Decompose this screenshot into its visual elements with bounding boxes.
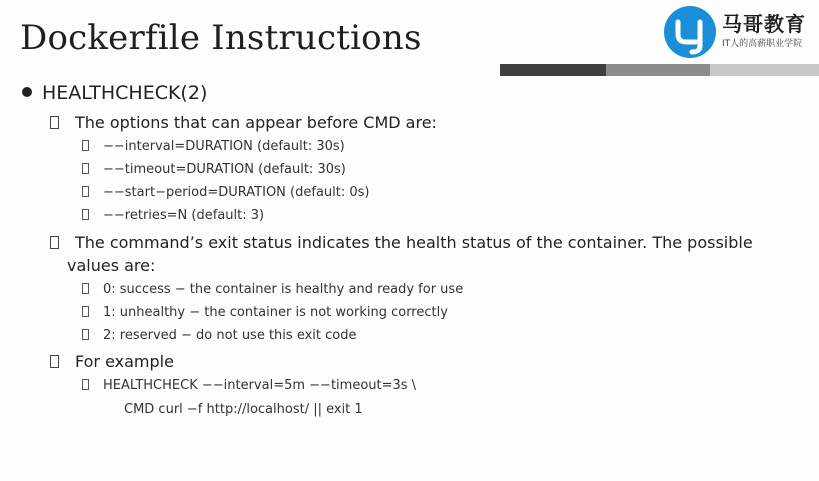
exit-intro	[50, 233, 753, 252]
bar-light	[710, 64, 819, 76]
bullet-square-icon	[50, 355, 59, 368]
bullet-square-icon	[82, 379, 89, 390]
bullet-square-icon	[82, 209, 89, 220]
option-text: −−interval=DURATION (default: 30s)	[103, 139, 345, 154]
options-intro	[50, 113, 437, 132]
example-code-text: HEALTHCHECK −−interval=5m −−timeout=3s \	[103, 378, 417, 393]
logo-brand-text: 马哥教育	[722, 12, 806, 36]
bullet-square-icon	[82, 283, 89, 294]
bullet-square-icon	[82, 186, 89, 197]
option-text: −−timeout=DURATION (default: 30s)	[103, 162, 346, 177]
bullet-square-icon	[82, 140, 89, 151]
option-text: −−retries=N (default: 3)	[103, 208, 265, 223]
example-code-line-continued: CMD curl −f http://localhost/ || exit 1	[124, 402, 363, 417]
bullet-square-icon	[50, 116, 59, 129]
slide-title: Dockerfile Instructions	[20, 18, 422, 58]
bullet-dot-icon	[22, 87, 32, 97]
list-item	[82, 305, 448, 320]
list-item	[82, 139, 345, 154]
heading-item	[22, 82, 207, 104]
example-intro-text: For example	[75, 352, 174, 371]
option-text: −−start−period=DURATION (default: 0s)	[103, 185, 370, 200]
bullet-square-icon	[50, 236, 59, 249]
list-item	[82, 185, 369, 200]
options-intro-text: The options that can appear before CMD are:	[75, 113, 437, 132]
example-intro	[50, 352, 174, 371]
decorative-bars	[500, 64, 819, 76]
bullet-square-icon	[82, 306, 89, 317]
bar-mid	[606, 64, 710, 76]
bar-dark	[500, 64, 606, 76]
exit-value-text: 0: success − the container is healthy and ready for use	[103, 282, 464, 297]
list-item	[82, 208, 264, 223]
exit-value-text: 2: reserved − do not use this exit code	[103, 328, 357, 343]
list-item	[82, 328, 356, 343]
list-item	[82, 162, 346, 177]
exit-intro-continued: values are:	[67, 256, 156, 275]
logo-icon	[664, 6, 716, 58]
bullet-square-icon	[82, 329, 89, 340]
list-item	[82, 282, 463, 297]
exit-value-text: 1: unhealthy − the container is not working correctly	[103, 305, 448, 320]
example-code-line	[82, 378, 416, 393]
logo-slogan: IT人的高薪职业学院	[722, 39, 803, 49]
exit-intro-text: The command’s exit status indicates the health status of the container. The possible	[75, 233, 753, 252]
bullet-square-icon	[82, 163, 89, 174]
brand-logo	[664, 4, 814, 60]
heading-text: HEALTHCHECK(2)	[42, 82, 208, 104]
